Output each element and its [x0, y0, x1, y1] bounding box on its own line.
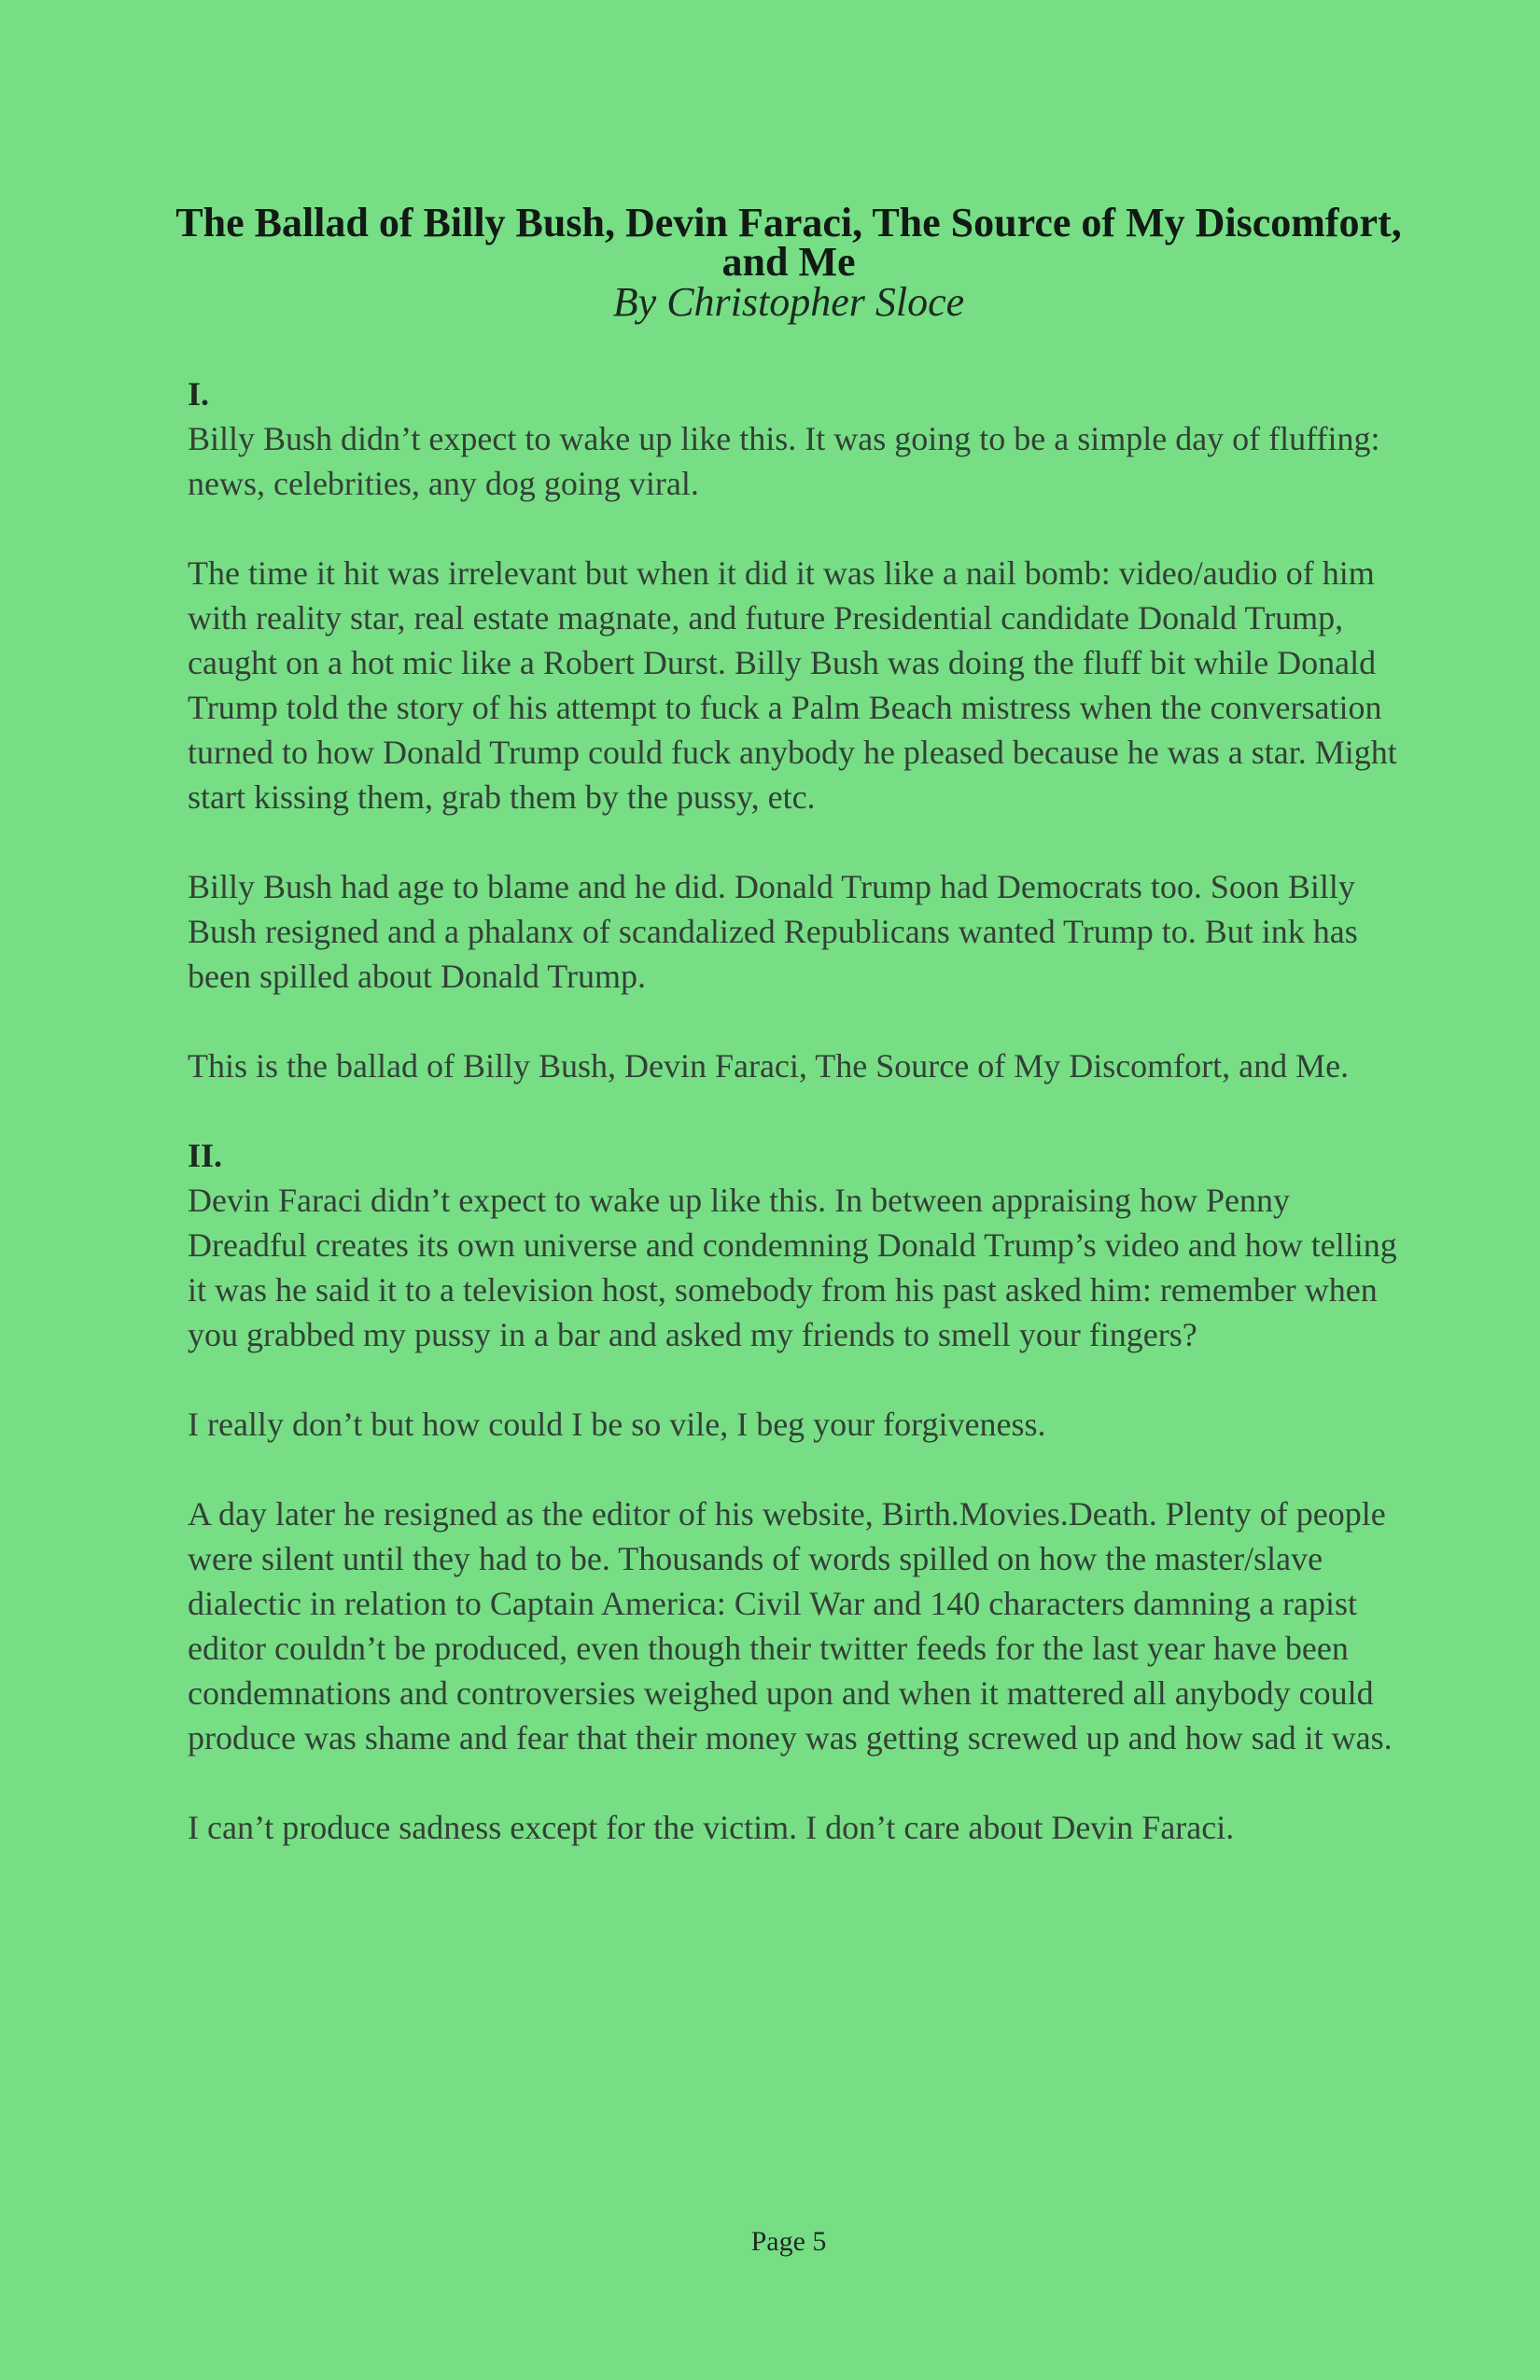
paragraph: The time it hit was irrelevant but when it did it was like a nail bomb: video/audio of him with reality star, real estate magnate, and future Presidential candidate Donald Trump, caught on a hot mic like a Robert Durst. Billy Bush was doing the fluff bit while Donald Trump told the story of his attempt to fuck a Palm Beach mistress when the conversation turned to how Donald Trump could fuck anybody he pleased because he was a star. Might start kissing them, grab them by the pussy, etc. [188, 554, 1397, 816]
paragraph: A day later he resigned as the editor of his website, Birth.Movies.Death. Plenty of people were silent until they had to be. Thousands of words spilled on how the master/slave dialectic in relation to Captain America: Civil War and 140 characters damning a rapist editor couldn’t be produced, even though their twitter feeds for the last year have been condemnations and controversies weighed upon and when it mattered all anybody could produce was shame and fear that their money was getting screwed up and how sad it was. [188, 1495, 1393, 1757]
paragraph: Devin Faraci didn’t expect to wake up like this. In between appraising how Penny Dreadful creates its own universe and condemning Donald Trump’s video and how telling it was he said it to a television host, somebody from his past asked him: remember when you grabbed my pussy in a bar and asked my friends to smell your fingers? [188, 1182, 1397, 1353]
paragraph: Billy Bush had age to blame and he did. Donald Trump had Democrats too. Soon Billy Bush resigned and a phalanx of scandalized Republicans wanted Trump to. But ink has been spilled about Donald Trump. [188, 868, 1358, 995]
paragraph: This is the ballad of Billy Bush, Devin Faraci, The Source of My Discomfort, and Me. [188, 1047, 1350, 1085]
paragraph: I really don’t but how could I be so vile, I beg your forgiveness. [188, 1406, 1046, 1443]
title-block [140, 200, 1437, 325]
paragraph: I can’t produce sadness except for the victim. I don’t care about Devin Faraci. [188, 1809, 1235, 1846]
author-byline: By Christopher Sloce [612, 279, 965, 325]
section-heading-1: I. [188, 375, 210, 413]
paragraph: Billy Bush didn’t expect to wake up like this. It was going to be a simple day of fluffing: news, celebrities, any dog going viral. [188, 420, 1380, 502]
document-title: The Ballad of Billy Bush, Devin Faraci, The Source of My Discomfort, and Me [175, 200, 1402, 285]
section-heading-2: II. [188, 1137, 223, 1174]
page-number: Page 5 [750, 2226, 827, 2257]
document-body [188, 371, 1410, 1895]
